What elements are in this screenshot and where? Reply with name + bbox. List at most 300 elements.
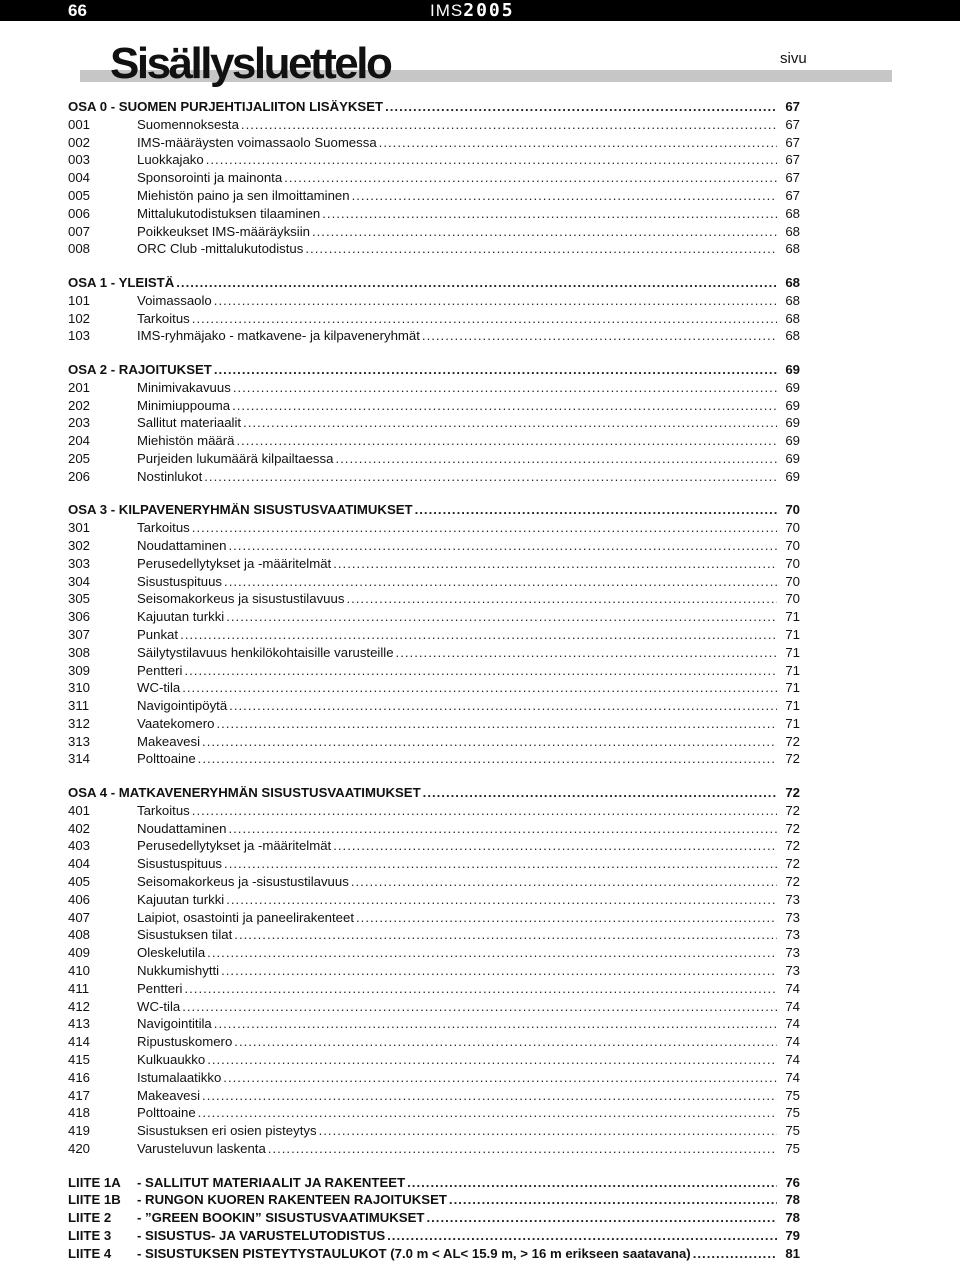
dot-leader	[241, 116, 777, 134]
entry-title: OSA 4 - MATKAVENERYHMÄN SISUSTUSVAATIMUKSET	[68, 785, 421, 801]
entry-page: 74	[785, 1034, 800, 1050]
dot-leader	[228, 537, 777, 555]
toc-entry[interactable]	[68, 379, 800, 397]
entry-page: 74	[785, 998, 800, 1014]
entry-page: 75	[785, 1105, 800, 1121]
entry-page: 67	[785, 187, 800, 203]
entry-page: 72	[785, 838, 800, 854]
entry-page: 69	[785, 379, 800, 395]
entry-title: OSA 1 - YLEISTÄ	[68, 274, 175, 290]
entry-title: Säilytystilavuus henkilökohtaisille varusteille	[137, 644, 394, 660]
toc-entry[interactable]	[68, 679, 800, 697]
entry-title: Varusteluvun laskenta	[137, 1141, 266, 1157]
entry-page: 71	[785, 662, 800, 678]
toc-entry[interactable]	[68, 944, 800, 962]
entry-number: 001	[68, 116, 91, 132]
appendix-entry[interactable]	[68, 1245, 800, 1263]
section-heading[interactable]	[68, 274, 800, 292]
entry-title: Punkat	[137, 626, 179, 642]
dot-leader	[182, 998, 777, 1016]
entry-page: 69	[785, 361, 800, 377]
entry-title: Kajuutan turkki	[137, 891, 225, 907]
entry-page: 74	[785, 1052, 800, 1068]
entry-number: 308	[68, 644, 91, 660]
entry-number: 401	[68, 802, 91, 818]
entry-title: OSA 0 - SUOMEN PURJEHTIJALIITON LISÄYKSET	[68, 99, 384, 114]
toc-entry[interactable]	[68, 1087, 800, 1105]
dot-leader	[184, 980, 777, 998]
entry-page: 75	[785, 1087, 800, 1103]
dot-leader	[236, 432, 777, 450]
entry-page: 79	[785, 1228, 800, 1243]
entry-title: Noudattaminen	[137, 537, 227, 553]
entry-number: 418	[68, 1105, 91, 1121]
toc-entry[interactable]	[68, 187, 800, 205]
toc-entry[interactable]	[68, 468, 800, 486]
entry-number: 415	[68, 1052, 91, 1068]
entry-page: 67	[785, 116, 800, 132]
dot-leader	[224, 855, 777, 873]
dot-leader	[176, 274, 777, 292]
header-bar	[0, 0, 960, 21]
entry-page: 68	[785, 328, 800, 344]
entry-title: Sisustuksen eri osien pisteytys	[137, 1123, 317, 1139]
entry-number: 206	[68, 468, 91, 484]
entry-page: 73	[785, 945, 800, 961]
entry-number: 410	[68, 963, 91, 979]
dot-leader	[423, 784, 777, 802]
section-heading[interactable]	[68, 361, 800, 379]
entry-page: 70	[785, 555, 800, 571]
entry-number: 402	[68, 820, 91, 836]
appendix-entry[interactable]	[68, 1174, 800, 1192]
entry-page: 67	[785, 134, 800, 150]
entry-number: 419	[68, 1123, 91, 1139]
dot-leader	[224, 573, 777, 591]
toc-entry[interactable]	[68, 397, 800, 415]
entry-number: 007	[68, 223, 91, 239]
entry-number: 313	[68, 733, 91, 749]
entry-title: Luokkajako	[137, 152, 204, 168]
entry-page: 74	[785, 1016, 800, 1032]
entry-title: Sallitut materiaalit	[137, 415, 242, 431]
dot-leader	[202, 1087, 777, 1105]
entry-page: 69	[785, 397, 800, 413]
dot-leader	[192, 519, 777, 537]
toc-entry[interactable]	[68, 626, 800, 644]
toc-entry[interactable]	[68, 873, 800, 891]
section-gap	[68, 345, 800, 361]
entry-title: Seisomakorkeus ja -sisustustilavuus	[137, 874, 349, 890]
entry-title: Navigointipöytä	[137, 698, 228, 714]
toc-entry[interactable]	[68, 169, 800, 187]
toc-entry[interactable]	[68, 750, 800, 768]
entry-number: 102	[68, 310, 91, 326]
entry-number: 304	[68, 573, 91, 589]
entry-number: 203	[68, 415, 91, 431]
dot-leader	[379, 134, 777, 152]
section-gap	[68, 768, 800, 784]
dot-leader	[232, 397, 777, 415]
toc-entry[interactable]	[68, 1140, 800, 1158]
dot-leader	[202, 733, 777, 751]
entry-page: 69	[785, 415, 800, 431]
dot-leader	[216, 715, 777, 733]
entry-number: 302	[68, 537, 91, 553]
entry-title: Kulkuaukko	[137, 1052, 206, 1068]
entry-number: LIITE 3	[68, 1228, 112, 1243]
entry-page: 68	[785, 310, 800, 326]
entry-number: LIITE 2	[68, 1210, 112, 1226]
toc-entry[interactable]	[68, 697, 800, 715]
entry-page: 81	[785, 1245, 800, 1261]
dot-leader	[422, 327, 777, 345]
entry-page: 69	[785, 468, 800, 484]
toc-entry[interactable]	[68, 962, 800, 980]
dot-leader	[214, 361, 777, 379]
entry-title: Miehistön paino ja sen ilmoittaminen	[137, 187, 350, 203]
entry-page: 73	[785, 927, 800, 943]
dot-leader	[305, 240, 777, 258]
entry-title: Ripustuskomero	[137, 1034, 233, 1050]
entry-title: Nostinlukot	[137, 468, 203, 484]
dot-leader	[226, 891, 777, 909]
toc-entry[interactable]	[68, 1033, 800, 1051]
dot-leader	[198, 1104, 777, 1122]
entry-number: 420	[68, 1141, 91, 1157]
entry-title: Miehistön määrä	[137, 433, 235, 449]
entry-number: LIITE 4	[68, 1245, 112, 1261]
entry-number: 407	[68, 909, 91, 925]
entry-page: 72	[785, 856, 800, 872]
entry-number: 403	[68, 838, 91, 854]
entry-page: 69	[785, 450, 800, 466]
entry-number: 312	[68, 715, 91, 731]
entry-title: Makeavesi	[137, 1087, 201, 1103]
entry-page: 72	[785, 802, 800, 818]
dot-leader	[234, 926, 777, 944]
entry-page: 67	[785, 152, 800, 168]
entry-page: 70	[785, 537, 800, 553]
doc-name: IMS	[430, 1, 464, 20]
entry-page: 70	[785, 520, 800, 536]
toc-entry[interactable]	[68, 151, 800, 169]
toc-entry[interactable]	[68, 980, 800, 998]
toc-entry[interactable]	[68, 837, 800, 855]
entry-number: 307	[68, 626, 91, 642]
dot-leader	[385, 98, 777, 116]
section-gap	[68, 486, 800, 502]
entry-title: - SALLITUT MATERIAALIT JA RAKENTEET	[137, 1174, 406, 1190]
entry-number: 006	[68, 205, 91, 221]
entry-page: 68	[785, 241, 800, 257]
dot-leader	[180, 626, 777, 644]
entry-number: 004	[68, 170, 91, 186]
entry-title: - ”GREEN BOOKIN” SISUSTUSVAATIMUKSET	[137, 1210, 425, 1226]
entry-number: 310	[68, 680, 91, 696]
table-of-contents	[68, 98, 800, 1263]
dot-leader	[426, 1209, 777, 1227]
entry-page: 73	[785, 963, 800, 979]
entry-title: Suomennoksesta	[137, 116, 239, 132]
entry-page: 69	[785, 433, 800, 449]
entry-page: 74	[785, 1069, 800, 1085]
entry-number: 305	[68, 591, 91, 607]
dot-leader	[192, 802, 777, 820]
entry-title: WC-tila	[137, 680, 181, 696]
entry-title: Kajuutan turkki	[137, 609, 225, 625]
toc-entry[interactable]	[68, 1051, 800, 1069]
entry-title: Sponsorointi ja mainonta	[137, 170, 283, 186]
entry-title: Laipiot, osastointi ja paneelirakenteet	[137, 909, 355, 925]
entry-title: Tarkoitus	[137, 520, 190, 536]
entry-number: 301	[68, 520, 91, 536]
dot-leader	[356, 909, 777, 927]
entry-number: 201	[68, 379, 91, 395]
entry-page: 78	[785, 1210, 800, 1226]
entry-title: Tarkoitus	[137, 802, 190, 818]
dot-leader	[333, 837, 777, 855]
toc-entry[interactable]	[68, 820, 800, 838]
entry-number: 003	[68, 152, 91, 168]
entry-title: Sisustuksen tilat	[137, 927, 233, 943]
entry-page: 71	[785, 698, 800, 714]
dot-leader	[243, 414, 777, 432]
toc-entry[interactable]	[68, 733, 800, 751]
toc-entry[interactable]	[68, 644, 800, 662]
entry-number: 309	[68, 662, 91, 678]
dot-leader	[312, 223, 777, 241]
toc-entry[interactable]	[68, 662, 800, 680]
dot-leader	[319, 1122, 777, 1140]
section-gap	[68, 1158, 800, 1174]
toc-entry[interactable]	[68, 1104, 800, 1122]
entry-title: Pentteri	[137, 980, 183, 996]
dot-leader	[204, 468, 777, 486]
entry-title: - SISUSTUKSEN PISTEYTYSTAULUKOT (7.0 m < AL< 15.9 m, > 16 m erikseen saatavana)	[137, 1245, 691, 1261]
entry-page: 71	[785, 715, 800, 731]
dot-leader	[387, 1227, 777, 1245]
entry-page: 76	[785, 1174, 800, 1190]
dot-leader	[228, 820, 777, 838]
entry-page: 72	[785, 820, 800, 836]
appendix-entry[interactable]	[68, 1227, 800, 1245]
entry-page: 68	[785, 292, 800, 308]
entry-number: 414	[68, 1034, 91, 1050]
toc-entry[interactable]	[68, 608, 800, 626]
toc-entry[interactable]	[68, 223, 800, 241]
entry-title: ORC Club -mittalukutodistus	[137, 241, 304, 257]
dot-leader	[206, 151, 777, 169]
dot-leader	[192, 310, 777, 328]
entry-title: Pentteri	[137, 662, 183, 678]
toc-entry[interactable]	[68, 926, 800, 944]
entry-number: 008	[68, 241, 91, 257]
dot-leader	[223, 1069, 777, 1087]
toc-entry[interactable]	[68, 998, 800, 1016]
entry-number: 314	[68, 751, 91, 767]
dot-leader	[229, 697, 777, 715]
toc-entry[interactable]	[68, 1122, 800, 1140]
dot-leader	[396, 644, 777, 662]
toc-entry[interactable]	[68, 909, 800, 927]
toc-entry[interactable]	[68, 1069, 800, 1087]
toc-entry[interactable]	[68, 590, 800, 608]
entry-title: Nukkumishytti	[137, 963, 220, 979]
entry-title: Polttoaine	[137, 1105, 196, 1121]
entry-page: 75	[785, 1141, 800, 1157]
entry-title: Vaatekomero	[137, 715, 215, 731]
entry-title: Sisustuspituus	[137, 856, 223, 872]
dot-leader	[284, 169, 777, 187]
entry-number: 417	[68, 1087, 91, 1103]
entry-number: 404	[68, 856, 91, 872]
toc-entry[interactable]	[68, 240, 800, 258]
entry-number: 405	[68, 874, 91, 890]
toc-entry[interactable]	[68, 802, 800, 820]
entry-title: Voimassaolo	[137, 292, 212, 308]
section-gap	[68, 258, 800, 274]
toc-entry[interactable]	[68, 450, 800, 468]
dot-leader	[182, 679, 777, 697]
toc-entry[interactable]	[68, 573, 800, 591]
toc-entry[interactable]	[68, 134, 800, 152]
dot-leader	[449, 1191, 777, 1209]
dot-leader	[198, 750, 777, 768]
toc-entry[interactable]	[68, 205, 800, 223]
entry-title: Mittalukutodistuksen tilaaminen	[137, 205, 321, 221]
toc-entry[interactable]	[68, 116, 800, 134]
entry-number: 406	[68, 891, 91, 907]
entry-number: 204	[68, 433, 91, 449]
page-number: 66	[68, 1, 87, 20]
toc-entry[interactable]	[68, 1015, 800, 1033]
dot-leader	[415, 501, 777, 519]
entry-page: 72	[785, 874, 800, 890]
entry-page: 71	[785, 626, 800, 642]
toc-entry[interactable]	[68, 855, 800, 873]
entry-number: 005	[68, 187, 91, 203]
toc-entry[interactable]	[68, 310, 800, 328]
appendix-entry[interactable]	[68, 1191, 800, 1209]
document-name	[430, 0, 515, 21]
entry-title: Perusedellytykset ja -määritelmät	[137, 555, 332, 571]
entry-page: 75	[785, 1123, 800, 1139]
toc-entry[interactable]	[68, 292, 800, 310]
entry-page: 67	[785, 170, 800, 186]
page-column-label: sivu	[780, 50, 807, 67]
entry-title: Polttoaine	[137, 751, 196, 767]
entry-page: 73	[785, 909, 800, 925]
dot-leader	[234, 1033, 777, 1051]
page-title: Sisällysluettelo	[110, 39, 391, 88]
entry-title: IMS-ryhmäjako - matkavene- ja kilpaveneryhmät	[137, 328, 420, 344]
dot-leader	[333, 555, 777, 573]
entry-page: 68	[785, 274, 800, 290]
entry-number: 303	[68, 555, 91, 571]
dot-leader	[214, 1015, 777, 1033]
entry-title: Oleskelutila	[137, 945, 206, 961]
entry-title: Minimiuppouma	[137, 397, 231, 413]
entry-title: WC-tila	[137, 998, 181, 1014]
entry-number: LIITE 1B	[68, 1192, 121, 1208]
entry-page: 70	[785, 573, 800, 589]
entry-number: 101	[68, 292, 91, 308]
entry-number: 416	[68, 1069, 91, 1085]
appendix-entry[interactable]	[68, 1209, 800, 1227]
entry-number: 413	[68, 1016, 91, 1032]
entry-title: OSA 2 - RAJOITUKSET	[68, 361, 212, 377]
toc-entry[interactable]	[68, 414, 800, 432]
dot-leader	[268, 1140, 777, 1158]
section-heading[interactable]	[68, 98, 800, 116]
entry-page: 73	[785, 891, 800, 907]
toc-entry[interactable]	[68, 555, 800, 573]
section-heading[interactable]	[68, 784, 800, 802]
dot-leader	[346, 590, 777, 608]
toc-entry[interactable]	[68, 519, 800, 537]
entry-number: 002	[68, 134, 91, 150]
entry-title: Noudattaminen	[137, 820, 227, 836]
toc-entry[interactable]	[68, 432, 800, 450]
entry-title: Perusedellytykset ja -määritelmät	[137, 838, 332, 854]
dot-leader	[693, 1245, 777, 1263]
entry-title: OSA 3 - KILPAVENERYHMÄN SISUSTUSVAATIMUKSET	[68, 502, 413, 518]
entry-page: 72	[785, 785, 800, 801]
entry-title: - RUNGON KUOREN RAKENTEEN RAJOITUKSET	[137, 1192, 447, 1208]
entry-page: 71	[785, 644, 800, 660]
dot-leader	[214, 292, 777, 310]
entry-title: Navigointitila	[137, 1016, 212, 1032]
entry-title: Purjeiden lukumäärä kilpailtaessa	[137, 450, 334, 466]
dot-leader	[335, 450, 777, 468]
dot-leader	[322, 205, 777, 223]
entry-number: LIITE 1A	[68, 1174, 121, 1190]
entry-title: Poikkeukset IMS-määräyksiin	[137, 223, 310, 239]
entry-title: Makeavesi	[137, 733, 201, 749]
entry-number: 202	[68, 397, 91, 413]
entry-page: 71	[785, 680, 800, 696]
dot-leader	[233, 379, 777, 397]
dot-leader	[226, 608, 777, 626]
entry-number: 306	[68, 609, 91, 625]
entry-title: IMS-määräysten voimassaolo Suomessa	[137, 134, 377, 150]
entry-title: Minimivakavuus	[137, 379, 231, 395]
entry-page: 70	[785, 502, 800, 518]
entry-number: 103	[68, 328, 91, 344]
entry-page: 78	[785, 1192, 800, 1208]
section-heading[interactable]	[68, 501, 800, 519]
toc-entry[interactable]	[68, 715, 800, 733]
entry-page: 70	[785, 591, 800, 607]
dot-leader	[407, 1174, 777, 1192]
entry-number: 311	[68, 698, 90, 714]
dot-leader	[207, 1051, 777, 1069]
entry-page: 67	[785, 99, 800, 114]
toc-entry[interactable]	[68, 327, 800, 345]
entry-title: Seisomakorkeus ja sisustustilavuus	[137, 591, 345, 607]
entry-number: 408	[68, 927, 91, 943]
dot-leader	[351, 873, 777, 891]
entry-page: 72	[785, 751, 800, 767]
toc-entry[interactable]	[68, 537, 800, 555]
entry-page: 68	[785, 223, 800, 239]
dot-leader	[184, 662, 777, 680]
toc-entry[interactable]	[68, 891, 800, 909]
entry-page: 71	[785, 609, 800, 625]
dot-leader	[207, 944, 777, 962]
entry-page: 72	[785, 733, 800, 749]
